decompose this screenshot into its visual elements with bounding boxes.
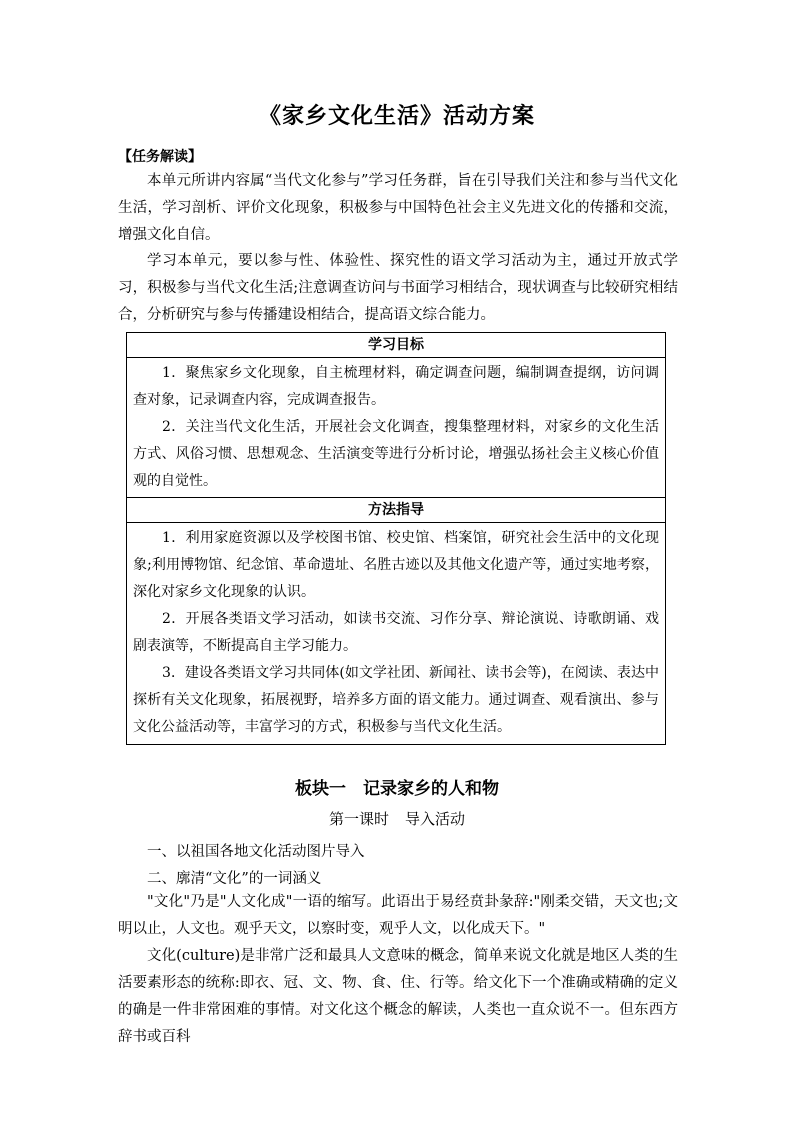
- goal-item-2: 2．关注当代文化生活，开展社会文化调查，搜集整理材料，对家乡的文化生活方式、风俗习惯、思想观念、生活演变等进行分析讨论，增强弘扬社会主义核心价值观的自觉性。: [133, 419, 659, 489]
- method-guide-header: 方法指导: [127, 498, 665, 523]
- method-item-1: 1．利用家庭资源以及学校图书馆、校史馆、档案馆，研究社会生活中的文化现象;利用博物馆、纪念馆、革命遗址、名胜古迹以及其他文化遗产等，通过实地考察，深化对家乡文化现象的认识。: [133, 530, 659, 600]
- step-2: 二、廓清“文化”的一词涵义: [147, 871, 322, 887]
- goal-item-1: 1．聚焦家乡文化现象，自主梳理材料，确定调查问题，编制调查提纲，访问调查对象，记录调查内容，完成调查报告。: [133, 365, 659, 408]
- body-paragraph-2: 文化(culture)是非常广泛和最具人文意味的概念，简单来说文化就是地区人类的生活要素形态的统称:即衣、冠、文、物、食、住、行等。给文化下一个准确或精确的定义的确是一件非常困难的事情。对文化这个概念的解读，人类也一直众说不一。但东西方辞书或百科: [118, 948, 678, 1045]
- step-1: 一、以祖国各地文化活动图片导入: [147, 844, 365, 860]
- learning-goals-header: 学习目标: [127, 333, 665, 358]
- lesson-topic: 导入活动: [405, 810, 466, 828]
- body-paragraph-1: "文化"乃是"人文化成"一语的缩写。此语出于易经贲卦彖辞:"刚柔交错，天文也;文明以止，人文也。观乎天文，以察时变，观乎人文，以化成天下。": [118, 894, 678, 937]
- document-title: 《家乡文化生活》活动方案: [258, 103, 535, 129]
- lesson-number: 第一课时: [328, 810, 389, 828]
- task-heading: 【任务解读】: [118, 149, 202, 165]
- section-title: 板块一 记录家乡的人和物: [295, 779, 499, 799]
- learning-goals-box: [126, 332, 666, 498]
- method-item-3: 3．建设各类语文学习共同体(如文学社团、新闻社、读书会等)，在阅读、表达中探析有关文化现象，拓展视野，培养多方面的语文能力。通过调查、观看演出、参与文化公益活动等，丰富学习的方式，积极参与当代文化生活。: [133, 665, 659, 735]
- method-guide-box: [126, 497, 666, 745]
- intro-paragraph-1: 本单元所讲内容属“当代文化参与”学习任务群，旨在引导我们关注和参与当代文化生活，学习剖析、评价文化现象，积极参与中国特色社会主义先进文化的传播和交流，增强文化自信。: [118, 173, 678, 243]
- intro-paragraph-2: 学习本单元，要以参与性、体验性、探究性的语文学习活动为主，通过开放式学习，积极参与当代文化生活;注意调查访问与书面学习相结合，现状调查与比较研究相结合，分析研究与参与传播建设相结合，提高语文综合能力。: [118, 253, 678, 323]
- lesson-title: [0, 808, 794, 829]
- method-item-2: 2．开展各类语文学习活动，如读书交流、习作分享、辩论演说、诗歌朗诵、戏剧表演等，不断提高自主学习能力。: [133, 611, 659, 654]
